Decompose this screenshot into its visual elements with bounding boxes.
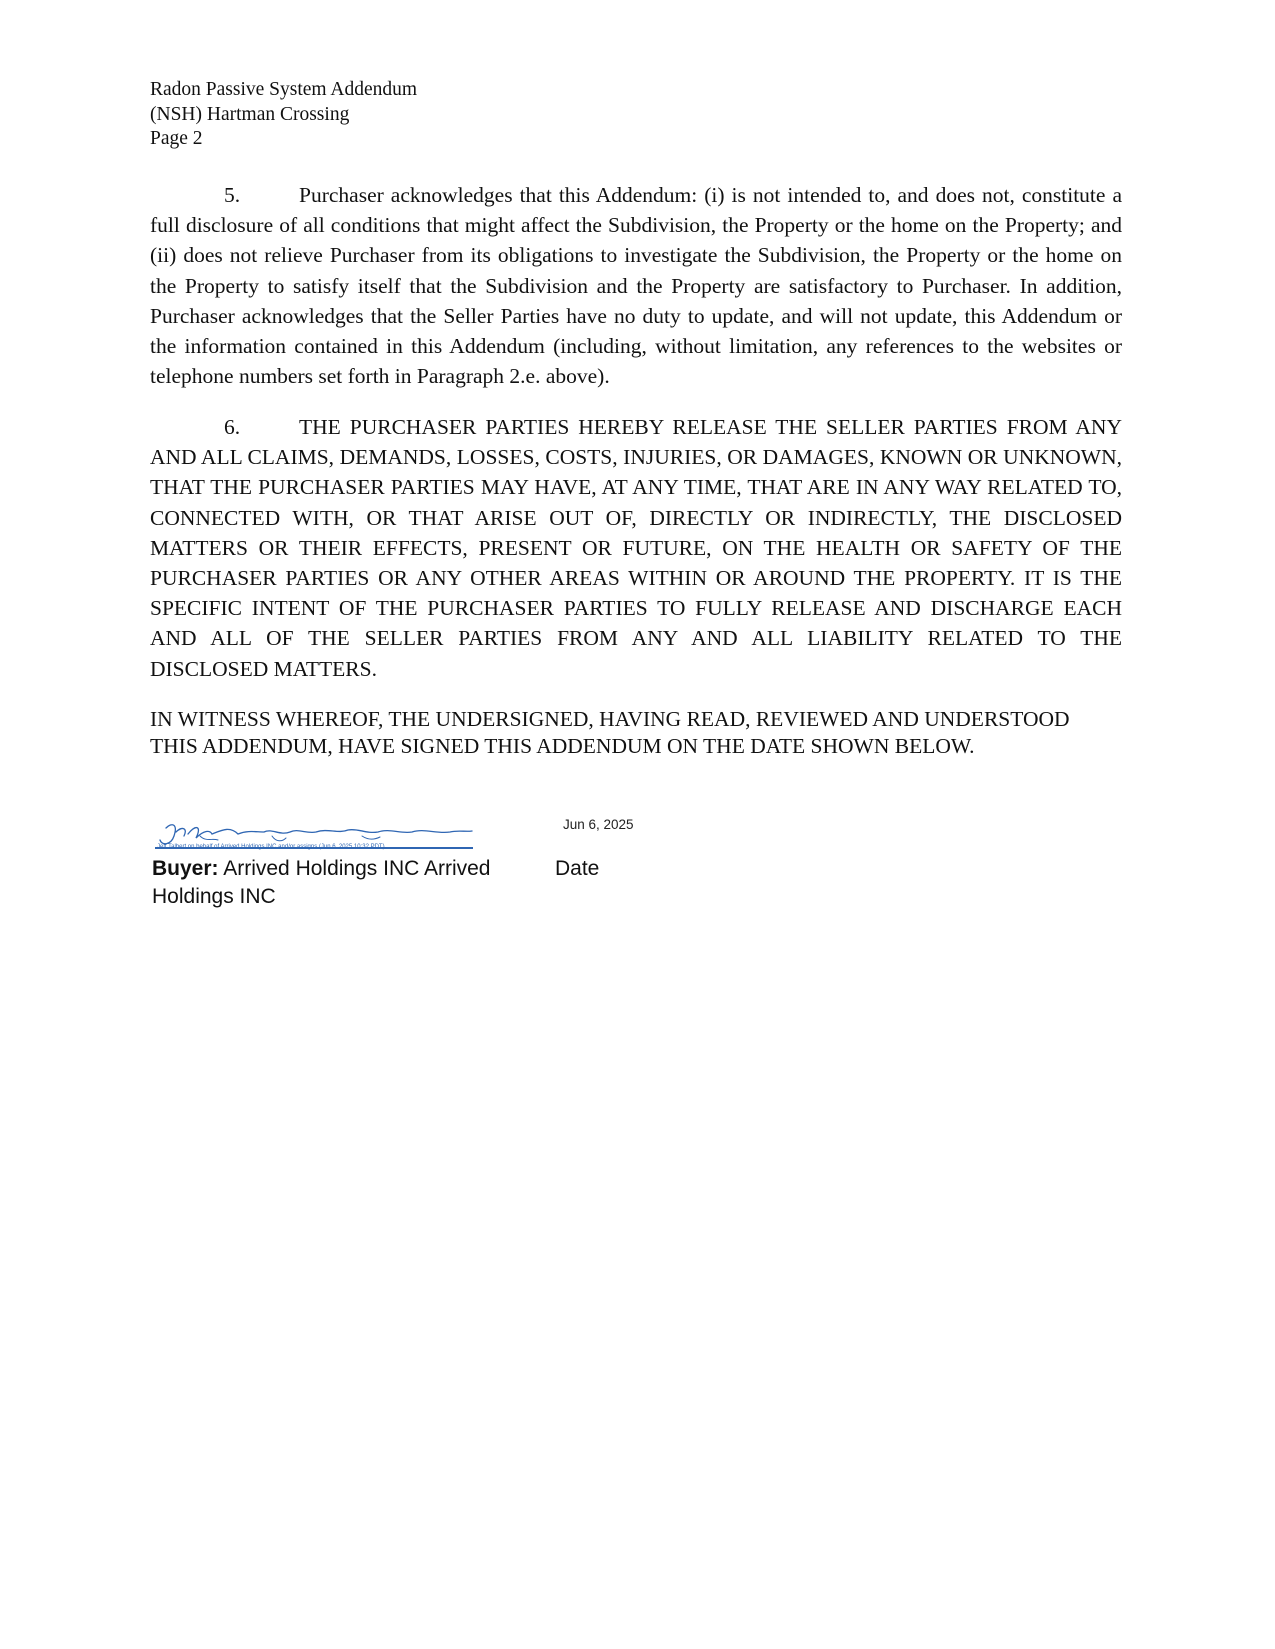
signature-date-value: Jun 6, 2025 [563, 817, 634, 832]
buyer-name: Arrived Holdings INC Arrived Holdings INC [152, 857, 491, 908]
buyer-signature-block [152, 855, 502, 911]
header-page-number: Page 2 [150, 128, 203, 149]
date-label: Date [555, 857, 600, 880]
witness-line-2: THIS ADDENDUM, HAVE SIGNED THIS ADDENDUM ON THE DATE SHOWN BELOW. [150, 733, 975, 758]
buyer-label: Buyer: [152, 857, 219, 880]
paragraph-number: 5. [224, 183, 241, 207]
paragraph-text: THE PURCHASER PARTIES HEREBY RELEASE THE SELLER PARTIES FROM ANY AND ALL CLAIMS, DEMANDS, LOSSES, COSTS, INJURIES, OR DAMAGES, KNOWN OR UNKNOWN, THAT THE PURCHASER PARTIES MAY HAVE, AT ANY TIME, THAT ARE IN ANY WAY RELATED TO, CONNECTED WITH, OR THAT ARISE OUT OF, DIRECTLY OR INDIRECTLY, THE DISCLOSED MATTERS OR THEIR EFFECTS, PRESENT OR FUTURE, ON THE HEALTH OR SAFETY OF THE PURCHASER PARTIES OR ANY OTHER AREAS WITHIN OR AROUND THE PROPERTY. IT IS THE SPECIFIC INTENT OF THE PURCHASER PARTIES TO FULLY RELEASE AND DISCHARGE EACH AND ALL OF THE SELLER PARTIES FROM ANY AND ALL LIABILITY RELATED TO THE DISCLOSED MATTERS. [150, 415, 1122, 681]
signature-stamp: Jeff Talbert on behalf of Arrived Holdings INC and/or assigns (Jun 6, 2025 10:32 PDT) [157, 844, 385, 850]
header-community-name: (NSH) Hartman Crossing [150, 103, 350, 125]
witness-line-1: IN WITNESS WHEREOF, THE UNDERSIGNED, HAVING READ, REVIEWED AND UNDERSTOOD [150, 707, 1070, 731]
signature-line [155, 847, 473, 849]
paragraph-6 [150, 412, 1122, 684]
paragraph-text: Purchaser acknowledges that this Addendum: (i) is not intended to, and does not, constitute a full disclosure of all conditions that might affect the Subdivision, the Property or the home on the Property; and (ii) does not relieve Purchaser from its obligations to investigate the Subdivision, the Property or the home on the Property to satisfy itself that the Subdivision and the Property are satisfactory to Purchaser. In addition, Purchaser acknowledges that the Seller Parties have no duty to update, and will not update, this Addendum or the information contained in this Addendum (including, without limitation, any references to the websites or telephone numbers set forth in Paragraph 2.e. above). [150, 183, 1122, 389]
page-header [150, 78, 417, 152]
header-document-title: Radon Passive System Addendum [150, 79, 418, 100]
witness-clause [150, 706, 1125, 759]
paragraph-5 [150, 180, 1122, 391]
paragraph-number: 6. [224, 415, 241, 439]
